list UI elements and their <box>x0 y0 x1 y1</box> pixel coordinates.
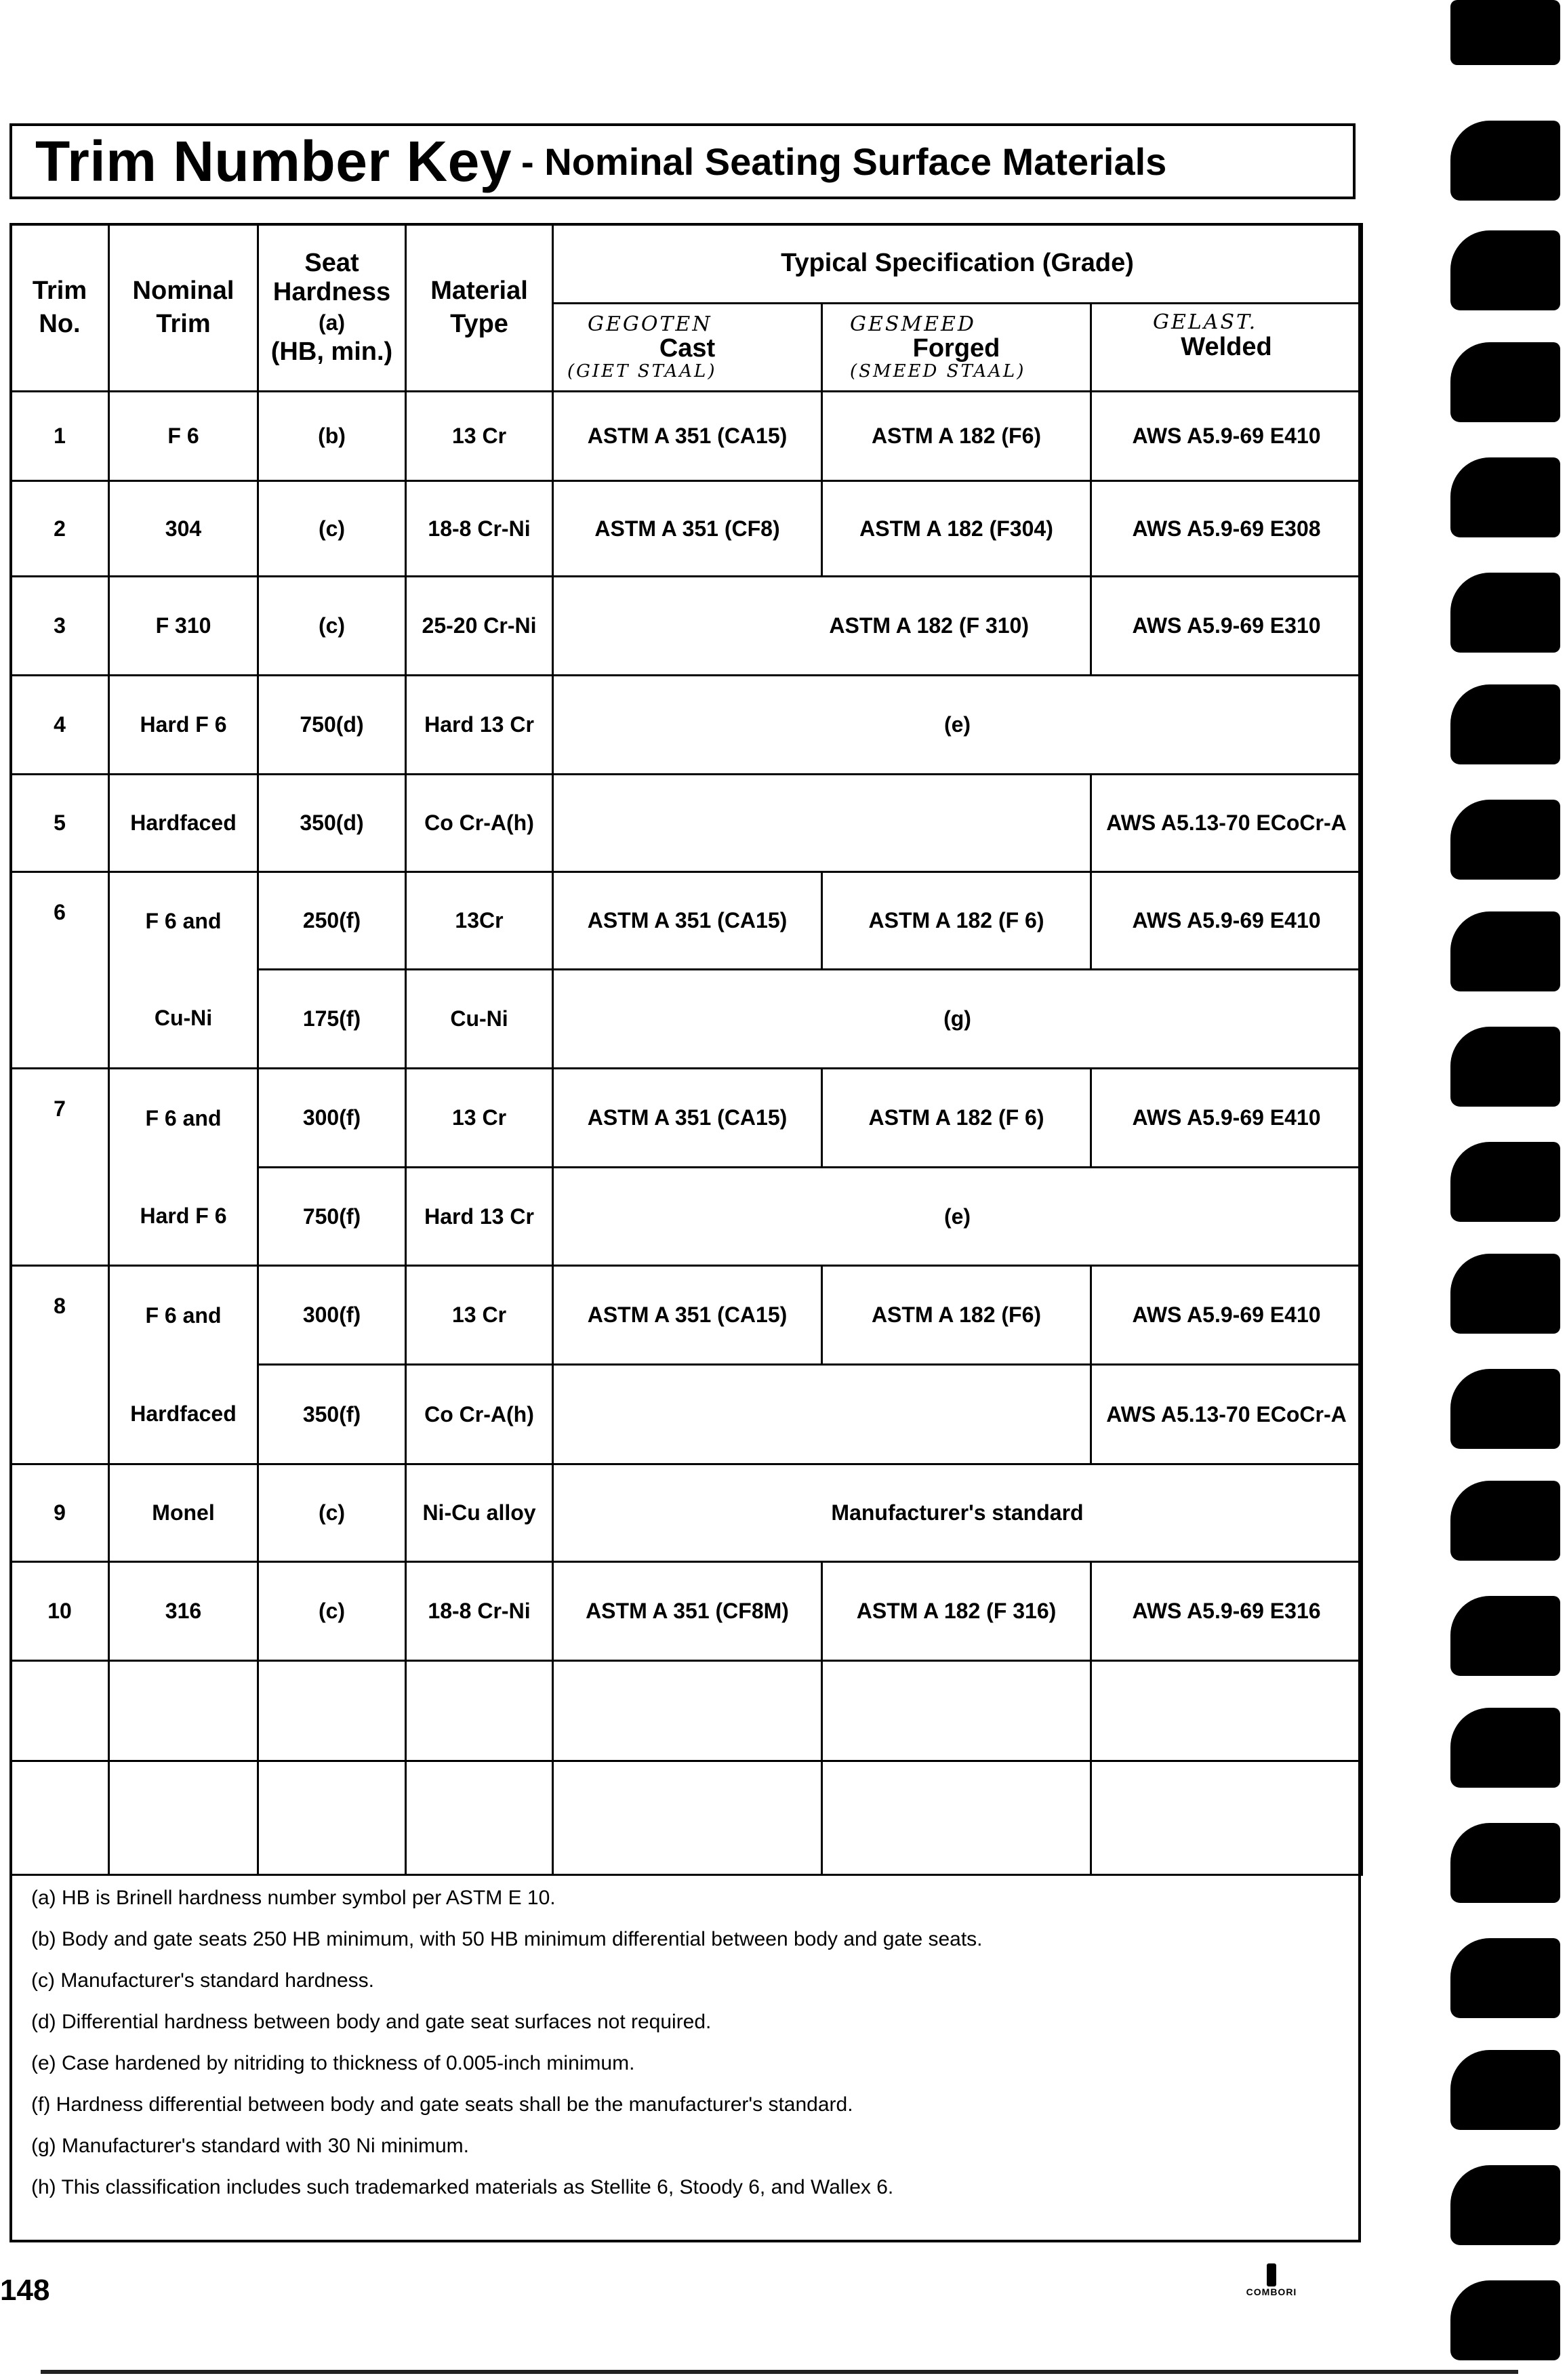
header-cast: GEGOTEN Cast (GIET STAAL) <box>553 304 822 392</box>
cell-welded: AWS A5.9-69 E410 <box>1091 1069 1362 1168</box>
binding-ring-icon <box>1450 121 1560 201</box>
cell-welded: AWS A5.9-69 E410 <box>1091 392 1362 481</box>
table-row <box>11 1168 1362 1266</box>
header-nominal-trim: Nominal Trim <box>109 224 258 392</box>
cell-hardness: 750(d) <box>258 676 406 775</box>
table-row <box>11 481 1362 577</box>
handwritten-cast-note: GEGOTEN <box>588 312 712 337</box>
cell-trim-no: 3 <box>11 577 109 676</box>
table-row <box>11 775 1362 872</box>
footnotes <box>31 1877 1346 2208</box>
handwritten-forged-note: GESMEED <box>850 312 976 337</box>
footnote: (d) Differential hardness between body and gate seat surfaces not required. <box>31 2011 712 2033</box>
cell-nominal-trim: F 6 and <box>109 1266 258 1365</box>
table-row-empty <box>11 1761 1362 1875</box>
cell-cast-forged: ASTM A 182 (F 310) <box>553 577 1091 676</box>
cell-material-type: 18-8 Cr-Ni <box>406 481 553 577</box>
cell-nominal-trim: Monel <box>109 1464 258 1562</box>
cell-hardness: 350(f) <box>258 1365 406 1464</box>
cell-forged: ASTM A 182 (F 316) <box>822 1562 1091 1661</box>
cell-trim-no: 8 <box>11 1266 109 1464</box>
cell-blank <box>553 775 1091 872</box>
header-material-type: Material Type <box>406 224 553 392</box>
page-title: Trim Number Key <box>35 129 512 193</box>
binding-ring-icon <box>1450 230 1560 310</box>
table-row <box>11 970 1362 1069</box>
footnote: (b) Body and gate seats 250 HB minimum, with 50 HB minimum differential between body and gate seats. <box>31 1928 983 1950</box>
cell-hardness: 300(f) <box>258 1266 406 1365</box>
cell-cast: ASTM A 351 (CF8) <box>553 481 822 577</box>
binding-ring-icon <box>1450 1938 1560 2018</box>
header-typical-spec: Typical Specification (Grade) <box>553 224 1362 304</box>
logo-icon <box>1267 2263 1276 2286</box>
cell-forged: ASTM A 182 (F304) <box>822 481 1091 577</box>
cell-hardness: 750(f) <box>258 1168 406 1266</box>
table-row <box>11 577 1362 676</box>
binding-ring-icon <box>1450 1708 1560 1788</box>
header-trim-no: Trim No. <box>11 224 109 392</box>
cell-nominal-trim: Cu-Ni <box>109 970 258 1069</box>
cell-trim-no: 9 <box>11 1464 109 1562</box>
cell-material-type: Co Cr-A(h) <box>406 775 553 872</box>
cell-material-type: 25-20 Cr-Ni <box>406 577 553 676</box>
footnote: (c) Manufacturer's standard hardness. <box>31 1969 374 1992</box>
cell-cast: ASTM A 351 (CA15) <box>553 1266 822 1365</box>
cell-trim-no: 6 <box>11 872 109 1069</box>
binding-ring-icon <box>1450 0 1560 65</box>
footnote: (a) HB is Brinell hardness number symbol per ASTM E 10. <box>31 1887 556 1909</box>
header-seat-hardness: Seat Hardness (a) (HB, min.) <box>258 224 406 392</box>
publisher-logo <box>1244 2263 1299 2297</box>
binding-ring-icon <box>1450 911 1560 991</box>
cell-trim-no: 7 <box>11 1069 109 1266</box>
cell-trim-no: 10 <box>11 1562 109 1661</box>
binding-ring-icon <box>1450 684 1560 764</box>
cell-material-type: 13 Cr <box>406 392 553 481</box>
table-row <box>11 676 1362 775</box>
cell-cast: ASTM A 351 (CA15) <box>553 872 822 970</box>
footnote: (e) Case hardened by nitriding to thickness of 0.005-inch minimum. <box>31 2052 635 2074</box>
page-bottom-rule <box>41 2370 1518 2374</box>
cell-forged: ASTM A 182 (F6) <box>822 392 1091 481</box>
cell-nominal-trim: 304 <box>109 481 258 577</box>
page-subtitle: - Nominal Seating Surface Materials <box>521 140 1167 183</box>
cell-forged: ASTM A 182 (F 6) <box>822 1069 1091 1168</box>
logo-text: COMBORI <box>1246 2286 1297 2297</box>
cell-hardness: (c) <box>258 481 406 577</box>
footnote: (h) This classification includes such trademarked materials as Stellite 6, Stoody 6, and Wallex 6. <box>31 2176 894 2198</box>
table-row <box>11 1464 1362 1562</box>
table-row <box>11 1365 1362 1464</box>
cell-welded: AWS A5.13-70 ECoCr-A <box>1091 1365 1362 1464</box>
cell-hardness: 300(f) <box>258 1069 406 1168</box>
cell-material-type: 13 Cr <box>406 1266 553 1365</box>
handwritten-welded-note: GELAST. <box>1153 310 1258 334</box>
cell-hardness: (c) <box>258 577 406 676</box>
cell-forged: ASTM A 182 (F6) <box>822 1266 1091 1365</box>
cell-material-type: 13 Cr <box>406 1069 553 1168</box>
cell-welded: AWS A5.9-69 E410 <box>1091 872 1362 970</box>
footnote: (g) Manufacturer's standard with 30 Ni minimum. <box>31 2135 469 2157</box>
binding-ring-icon <box>1450 1823 1560 1903</box>
spiral-binding <box>1450 0 1567 2380</box>
cell-hardness: 350(d) <box>258 775 406 872</box>
cell-material-type: 18-8 Cr-Ni <box>406 1562 553 1661</box>
table-row <box>11 1069 1362 1168</box>
cell-trim-no: 4 <box>11 676 109 775</box>
binding-ring-icon <box>1450 800 1560 880</box>
handwritten-forged-sub: (SMEED STAAL) <box>850 361 1026 382</box>
cell-nominal-trim: F 6 and <box>109 872 258 970</box>
cell-hardness: 175(f) <box>258 970 406 1069</box>
cell-welded: AWS A5.9-69 E410 <box>1091 1266 1362 1365</box>
cell-trim-no: 5 <box>11 775 109 872</box>
binding-ring-icon <box>1450 2165 1560 2245</box>
cell-hardness: 250(f) <box>258 872 406 970</box>
cell-material-type: Cu-Ni <box>406 970 553 1069</box>
binding-ring-icon <box>1450 1596 1560 1676</box>
cell-spec: (e) <box>553 676 1362 775</box>
cell-trim-no: 1 <box>11 392 109 481</box>
trim-number-table <box>9 223 1363 1876</box>
cell-forged: ASTM A 182 (F 6) <box>822 872 1091 970</box>
cell-material-type: Co Cr-A(h) <box>406 1365 553 1464</box>
cell-welded: AWS A5.9-69 E316 <box>1091 1562 1362 1661</box>
cell-spec: (e) <box>553 1168 1362 1266</box>
page-title-box <box>9 123 1356 199</box>
cell-material-type: Ni-Cu alloy <box>406 1464 553 1562</box>
binding-ring-icon <box>1450 573 1560 653</box>
header-forged: GESMEED Forged (SMEED STAAL) <box>822 304 1091 392</box>
cell-material-type: 13Cr <box>406 872 553 970</box>
binding-ring-icon <box>1450 1027 1560 1107</box>
page-number: 148 <box>0 2274 50 2307</box>
cell-hardness: (c) <box>258 1464 406 1562</box>
header-welded: GELAST. Welded <box>1091 304 1362 392</box>
binding-ring-icon <box>1450 2280 1560 2360</box>
cell-nominal-trim: 316 <box>109 1562 258 1661</box>
cell-blank <box>553 1365 1091 1464</box>
cell-spec: (g) <box>553 970 1362 1069</box>
binding-ring-icon <box>1450 1142 1560 1222</box>
cell-trim-no: 2 <box>11 481 109 577</box>
cell-welded: AWS A5.9-69 E310 <box>1091 577 1362 676</box>
cell-nominal-trim: F 6 <box>109 392 258 481</box>
handwritten-cast-sub: (GIET STAAL) <box>567 361 717 382</box>
cell-welded: AWS A5.13-70 ECoCr-A <box>1091 775 1362 872</box>
cell-cast: ASTM A 351 (CF8M) <box>553 1562 822 1661</box>
table-row <box>11 392 1362 481</box>
cell-nominal-trim: Hardfaced <box>109 1365 258 1464</box>
cell-nominal-trim: F 310 <box>109 577 258 676</box>
cell-nominal-trim: F 6 and <box>109 1069 258 1168</box>
cell-welded: AWS A5.9-69 E308 <box>1091 481 1362 577</box>
cell-material-type: Hard 13 Cr <box>406 1168 553 1266</box>
cell-nominal-trim: Hardfaced <box>109 775 258 872</box>
binding-ring-icon <box>1450 342 1560 422</box>
cell-hardness: (c) <box>258 1562 406 1661</box>
binding-ring-icon <box>1450 1369 1560 1449</box>
table-row <box>11 1266 1362 1365</box>
cell-cast: ASTM A 351 (CA15) <box>553 1069 822 1168</box>
table-row <box>11 1562 1362 1661</box>
cell-hardness: (b) <box>258 392 406 481</box>
cell-spec: Manufacturer's standard <box>553 1464 1362 1562</box>
cell-nominal-trim: Hard F 6 <box>109 676 258 775</box>
binding-ring-icon <box>1450 2050 1560 2130</box>
binding-ring-icon <box>1450 1481 1560 1561</box>
cell-nominal-trim: Hard F 6 <box>109 1168 258 1266</box>
binding-ring-icon <box>1450 1254 1560 1334</box>
cell-cast: ASTM A 351 (CA15) <box>553 392 822 481</box>
table-row-empty <box>11 1661 1362 1761</box>
cell-material-type: Hard 13 Cr <box>406 676 553 775</box>
table-row <box>11 872 1362 970</box>
footnote: (f) Hardness differential between body and gate seats shall be the manufacturer's standard. <box>31 2093 853 2116</box>
binding-ring-icon <box>1450 457 1560 537</box>
